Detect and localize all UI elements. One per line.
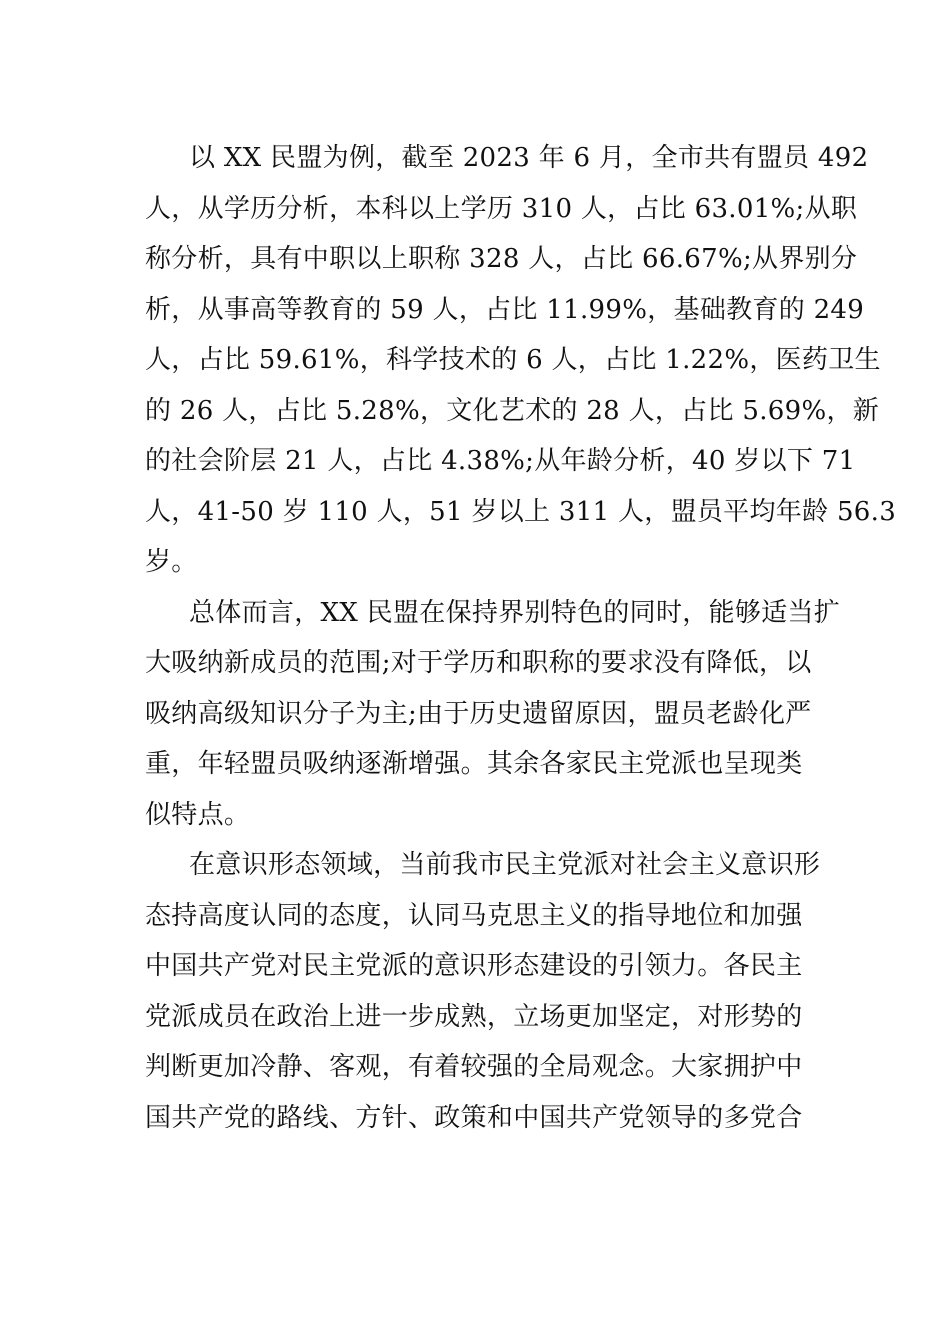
text-line: 析，从事高等教育的 59 人，占比 11.99%，基础教育的 249 xyxy=(145,294,865,325)
paragraph-ideology xyxy=(145,840,821,1143)
text-line: 人，占比 59.61%，科学技术的 6 人，占比 1.22%，医药卫生 xyxy=(145,345,881,375)
paragraph-overall-summary xyxy=(145,588,841,841)
paragraph-membership-statistics xyxy=(145,133,897,588)
text-line: 党派成员在政治上进一步成熟，立场更加坚定，对形势的 xyxy=(145,1001,803,1032)
text-line: 在意识形态领域，当前我市民主党派对社会主义意识形 xyxy=(189,850,821,880)
text-line: 总体而言，XX 民盟在保持界别特色的同时，能够适当扩 xyxy=(189,597,841,628)
text-line: 称分析，具有中职以上职称 328 人，占比 66.67%;从界别分 xyxy=(145,244,858,274)
text-line: 判断更加冷静、客观，有着较强的全局观念。大家拥护中 xyxy=(145,1052,803,1082)
text-line: 以 XX 民盟为例，截至 2023 年 6 月，全市共有盟员 492 xyxy=(189,143,869,173)
text-line: 人，41-50 岁 110 人，51 岁以上 311 人，盟员平均年龄 56.3 xyxy=(145,496,897,527)
text-line: 人，从学历分析，本科以上学历 310 人，占比 63.01%;从职 xyxy=(145,193,858,224)
text-line: 中国共产党对民主党派的意识形态建设的引领力。各民主 xyxy=(145,951,803,981)
text-line: 态持高度认同的态度，认同马克思主义的指导地位和加强 xyxy=(145,900,803,931)
text-line: 岁。 xyxy=(145,547,198,577)
text-line: 吸纳高级知识分子为主;由于历史遗留原因，盟员老龄化严 xyxy=(145,698,812,729)
text-line: 重，年轻盟员吸纳逐渐增强。其余各家民主党派也呈现类 xyxy=(145,749,803,779)
text-line: 大吸纳新成员的范围;对于学历和职称的要求没有降低，以 xyxy=(145,648,812,678)
document-body xyxy=(145,133,897,1143)
text-line: 似特点。 xyxy=(145,799,251,830)
text-line: 的 26 人，占比 5.28%，文化艺术的 28 人，占比 5.69%，新 xyxy=(145,395,880,426)
text-line: 的社会阶层 21 人，占比 4.38%;从年龄分析，40 岁以下 71 xyxy=(145,446,856,476)
text-line: 国共产党的路线、方针、政策和中国共产党领导的多党合 xyxy=(145,1102,803,1133)
